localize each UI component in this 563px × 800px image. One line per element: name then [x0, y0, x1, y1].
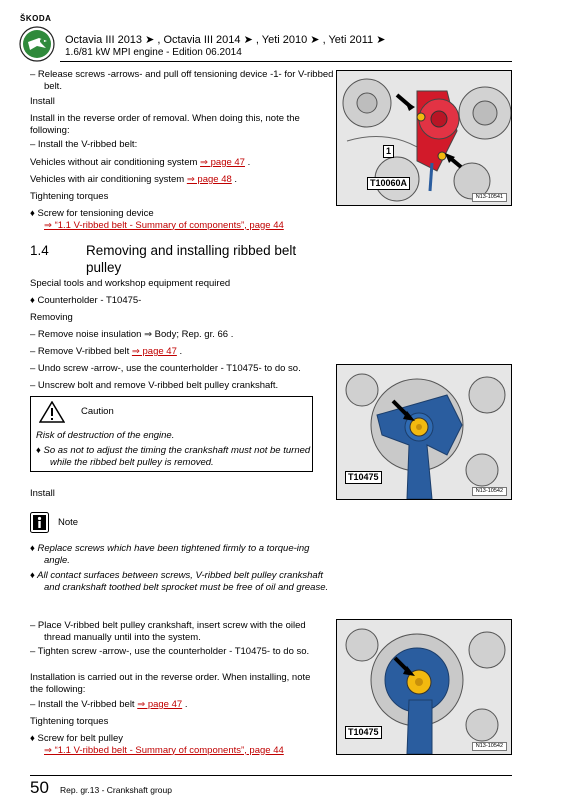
step-place-pulley: – Place V-ribbed belt pulley crankshaft, insert screw with the oiled thread manually until into the system. — [30, 620, 306, 643]
summary-components-link[interactable]: ⇒ “1.1 V-ribbed belt - Summary of components”, page 44 — [44, 219, 284, 231]
warning-triangle-icon — [39, 401, 65, 423]
step-undo-screw: – Undo screw -arrow-, use the counterholder - T10475- to do so. — [30, 363, 301, 374]
note-label: Note — [58, 517, 79, 528]
summary-components-link[interactable]: ⇒ “1.1 V-ribbed belt - Summary of components”, page 44 — [44, 744, 284, 756]
note-item: ♦ Replace screws which have been tightened firmly to a torque-ing angle. — [30, 543, 310, 566]
callout-1: 1 — [383, 145, 394, 158]
footer-text: Rep. gr.13 - Crankshaft group — [60, 785, 172, 795]
special-tools-heading: Special tools and workshop equipment required — [30, 278, 231, 289]
tool-counterholder: ♦ Counterholder - T10475- — [30, 295, 142, 306]
page-48-link[interactable]: ⇒ page 48 — [186, 174, 232, 185]
install2-heading: Install — [30, 488, 55, 499]
torques-heading: Tightening torques — [30, 191, 109, 202]
engine-illustration — [337, 71, 511, 205]
figure-ref: N13-10541 — [472, 193, 507, 202]
torque-tensioning-device: ♦ Screw for tensioning device ⇒ “1.1 V-ribbed belt - Summary of components”, page 44 — [30, 208, 284, 231]
step-release-screws: – Release screws -arrows- and pull off tensioning device -1- for V-ribbed belt. — [30, 69, 334, 92]
figure-counterholder-install — [336, 619, 512, 755]
step-remove-vbelt: – Remove V-ribbed belt ⇒ page 47 . — [30, 346, 183, 357]
caution-risk: Risk of destruction of the engine. — [36, 430, 175, 441]
installation-reverse: Installation is carried out in the reverse order. When installing, note the following: — [30, 672, 311, 695]
section-number: 1.4 — [30, 243, 49, 258]
torques2-heading: Tightening torques — [30, 716, 109, 727]
tool-label: T10475 — [345, 471, 382, 484]
figure-ref: N13-10542 — [472, 742, 507, 751]
figure-ref: N13-10542 — [472, 487, 507, 496]
step-install-vbelt: – Install the V-ribbed belt: — [30, 139, 138, 150]
step-tighten-screw: – Tighten screw -arrow-, use the counterholder - T10475- to do so. — [30, 646, 310, 657]
caution-item: ♦ So as not to adjust the timing the crankshaft must not be turned while the ribbed belt pulley is removed. — [36, 445, 311, 468]
section-title: Removing and installing ribbed belt pulley — [86, 243, 297, 275]
brand-name: ŠKODA — [20, 14, 52, 23]
vehicles-no-ac: Vehicles without air conditioning system ⇒ page 47 . — [30, 157, 251, 168]
header-models: Octavia III 2013 ➤ , Octavia III 2014 ➤ , Yeti 2010 ➤ , Yeti 2011 ➤ — [65, 34, 386, 46]
figure-counterholder-remove — [336, 364, 512, 500]
install-heading: Install — [30, 96, 55, 107]
page-47-link[interactable]: ⇒ page 47 — [200, 157, 245, 168]
header-engine: 1.6/81 kW MPI engine - Edition 06.2014 — [65, 47, 242, 58]
info-note-icon — [30, 512, 49, 533]
note-item: ♦ All contact surfaces between screws, V-ribbed belt pulley crankshaft and crankshaft toothed belt sprocket must be free of oil and grease. — [30, 570, 329, 593]
caution-box — [30, 396, 313, 472]
install-intro: Install in the reverse order of removal. When doing this, note the following: — [30, 113, 300, 136]
torque-belt-pulley: ♦ Screw for belt pulley ⇒ “1.1 V-ribbed belt - Summary of components”, page 44 — [30, 733, 284, 756]
step-install-vbelt-2: – Install the V-ribbed belt ⇒ page 47 . — [30, 699, 188, 710]
caution-label: Caution — [81, 406, 114, 417]
step-remove-noise-insulation: – Remove noise insulation ⇒ Body; Rep. gr. 66 . — [30, 329, 234, 340]
footer-rule — [30, 775, 512, 776]
removing-heading: Removing — [30, 312, 73, 323]
tool-label: T10475 — [345, 726, 382, 739]
figure-tensioning-device — [336, 70, 512, 206]
page-47-link[interactable]: ⇒ page 47 — [137, 699, 183, 710]
tool-label: T10060A — [367, 177, 410, 190]
page-number: 50 — [30, 778, 49, 797]
step-unscrew-bolt: – Unscrew bolt and remove V-ribbed belt pulley crankshaft. — [30, 380, 279, 391]
header-rule — [60, 61, 512, 62]
page-47-link[interactable]: ⇒ page 47 — [131, 346, 177, 357]
skoda-logo-icon — [19, 26, 55, 62]
vehicles-ac: Vehicles with air conditioning system ⇒ page 48 . — [30, 174, 238, 185]
